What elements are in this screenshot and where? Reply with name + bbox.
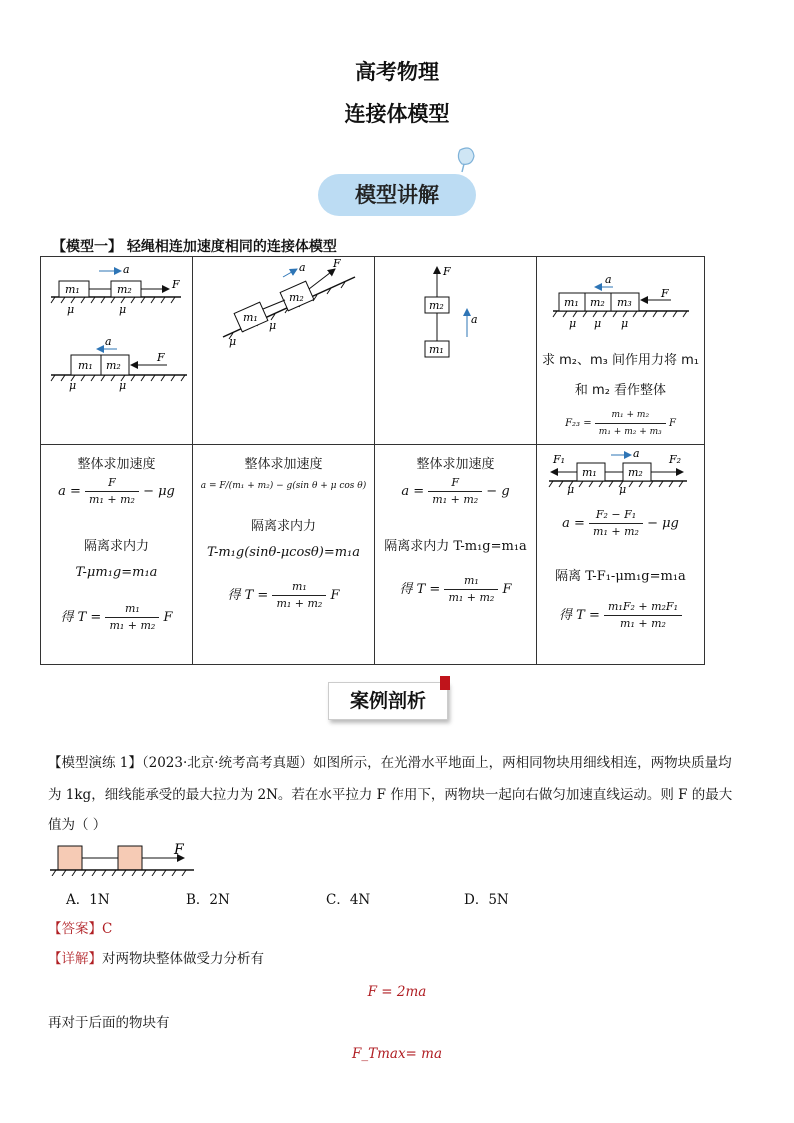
svg-text:m₁: m₁ (78, 359, 93, 372)
svg-text:F₂: F₂ (669, 453, 682, 466)
r2c1 (41, 445, 193, 665)
equation-1: F = 2ma (367, 984, 427, 1000)
case-banner-label: 案例剖析 (328, 682, 448, 720)
svg-text:m₂: m₂ (590, 296, 605, 309)
diagram-three-blocks (537, 257, 705, 445)
svg-text:μ: μ (67, 303, 75, 316)
svg-text:a: a (299, 261, 306, 274)
section-banner: 模型讲解 (318, 174, 476, 216)
problem-line-3: 值为（ ） (48, 817, 107, 833)
model-table (40, 256, 705, 665)
r2c2-mid: 隔离求内力 (250, 519, 316, 534)
c4-text-1: 求 m₂、m₃ 间作用力将 m₁ (541, 353, 700, 368)
svg-text:m₁: m₁ (564, 296, 579, 309)
option-c[interactable]: C．4N (326, 892, 371, 908)
leaf-icon (452, 144, 480, 174)
r2c3-T: 得 T = $\frac{\text{m₁}}{\text{m₁ + m₂}}$ F (399, 574, 512, 604)
svg-text:a: a (633, 447, 640, 460)
r2c1-T: 得 T = $\frac{\text{m₁}}{\text{m₁ + m₂}}$ F (60, 602, 173, 632)
r2c1-eq: T-μm₁g=m₁a (75, 565, 158, 580)
svg-text:m₂: m₂ (289, 291, 304, 304)
svg-text:a: a (105, 335, 112, 348)
svg-text:μ: μ (119, 303, 127, 316)
svg-text:a: a (123, 263, 130, 276)
page-title: 高考物理 (355, 60, 439, 84)
svg-text:m₂: m₂ (429, 299, 444, 312)
r2c1-head: 整体求加速度 (77, 457, 156, 472)
svg-text:F: F (661, 287, 669, 300)
svg-text:μ: μ (269, 319, 277, 332)
option-d[interactable]: D．5N (464, 892, 509, 908)
r2c1-mid: 隔离求内力 (83, 539, 149, 554)
m1-label: m₁ (65, 283, 80, 296)
option-b[interactable]: B．2N (186, 892, 230, 908)
r2c3-accel: a = $\frac{F}{\text{m₁ + m₂}}$ − g (401, 476, 510, 506)
svg-text:m₂: m₂ (106, 359, 121, 372)
svg-text:μ: μ (569, 317, 577, 330)
r2c4-T: 得 T = $\frac{\text{m₁F₂ + m₂F₁}}{\text{m₁ + m₂}}$ (537, 599, 704, 632)
flag-icon (440, 676, 450, 690)
svg-text:F: F (172, 278, 180, 291)
diagram-incline (193, 257, 375, 445)
svg-text:μ: μ (567, 483, 575, 495)
svg-text:m₂: m₂ (628, 466, 643, 479)
diagram-vertical (375, 257, 537, 445)
svg-text:μ: μ (69, 379, 77, 392)
svg-text:F: F (157, 351, 165, 364)
option-a[interactable]: A．1N (66, 892, 110, 908)
svg-text:F₁: F₁ (553, 453, 566, 466)
svg-text:m₁: m₁ (582, 466, 597, 479)
case-banner (328, 682, 450, 722)
detail: 【详解】对两物块整体做受力分析有 (48, 951, 264, 967)
c4-text-2: 和 m₂ 看作整体 (574, 383, 667, 398)
r2c3-mid: 隔离求内力 T-m₁g=m₁a (384, 539, 527, 554)
svg-text:μ: μ (119, 379, 127, 392)
m2-label: m₂ (117, 283, 132, 296)
r2c4-mid: 隔离 T-F₁-μm₁g=m₁a (555, 569, 686, 584)
r2c3-head: 整体求加速度 (416, 457, 495, 472)
svg-text:m₁: m₁ (429, 343, 444, 356)
svg-text:μ: μ (619, 483, 627, 495)
r2c2-eq: T-m₁g(sinθ-μcosθ)=m₁a (206, 545, 361, 560)
c4-formula: F₂₃ = $\frac{\text{m₁ + m₂}}{\text{m₁ + m₂ + m₃}}$ F (537, 407, 704, 440)
problem-line-2: 为 1kg，细线能承受的最大拉力为 2N。若在水平拉力 F 作用下，两物块一起向右做匀加速直线运动。则 F 的最大 (48, 787, 733, 803)
r2c2 (193, 445, 375, 665)
problem-figure (48, 840, 198, 876)
svg-text:F: F (333, 257, 341, 270)
equation-2: F_Tmax= ma (351, 1046, 443, 1062)
svg-text:μ: μ (229, 335, 237, 348)
r2c4-accel: a = $\frac{\text{F₂ − F₁}}{\text{m₁ + m₂}}$ − μg (562, 508, 679, 538)
svg-text:a: a (605, 273, 612, 286)
r2c2-T: 得 T = $\frac{\text{m₁}}{\text{m₁ + m₂}}$ F (227, 580, 340, 610)
answer: 【答案】C (48, 921, 113, 937)
r2c2-head: 整体求加速度 (244, 457, 323, 472)
problem-line-1: 【模型演练 1】（2023·北京·统考高考真题）如图所示，在光滑水平地面上，两相同物块用细线相连，两物块质量均 (48, 755, 732, 771)
svg-text:a: a (471, 313, 478, 326)
page-subtitle: 连接体模型 (344, 102, 450, 126)
svg-text:m₁: m₁ (243, 311, 258, 324)
r2c3 (375, 445, 537, 665)
r2c2-accel: a = F/(m₁ + m₂) − g(sin θ + μ cos θ) (200, 481, 367, 491)
svg-text:F: F (174, 842, 184, 858)
diagram-horizontal (41, 257, 193, 445)
svg-text:μ: μ (594, 317, 602, 330)
svg-text:μ: μ (621, 317, 629, 330)
r2c1-accel: a = $\frac{F}{\text{m₁ + m₂}}$ − μg (58, 476, 175, 506)
svg-text:F: F (443, 265, 451, 278)
model-heading: 【模型一】 轻绳相连加速度相同的连接体模型 (52, 239, 337, 255)
r2c4 (537, 445, 705, 665)
after-line: 再对于后面的物块有 (48, 1015, 170, 1031)
svg-text:m₃: m₃ (617, 296, 632, 309)
